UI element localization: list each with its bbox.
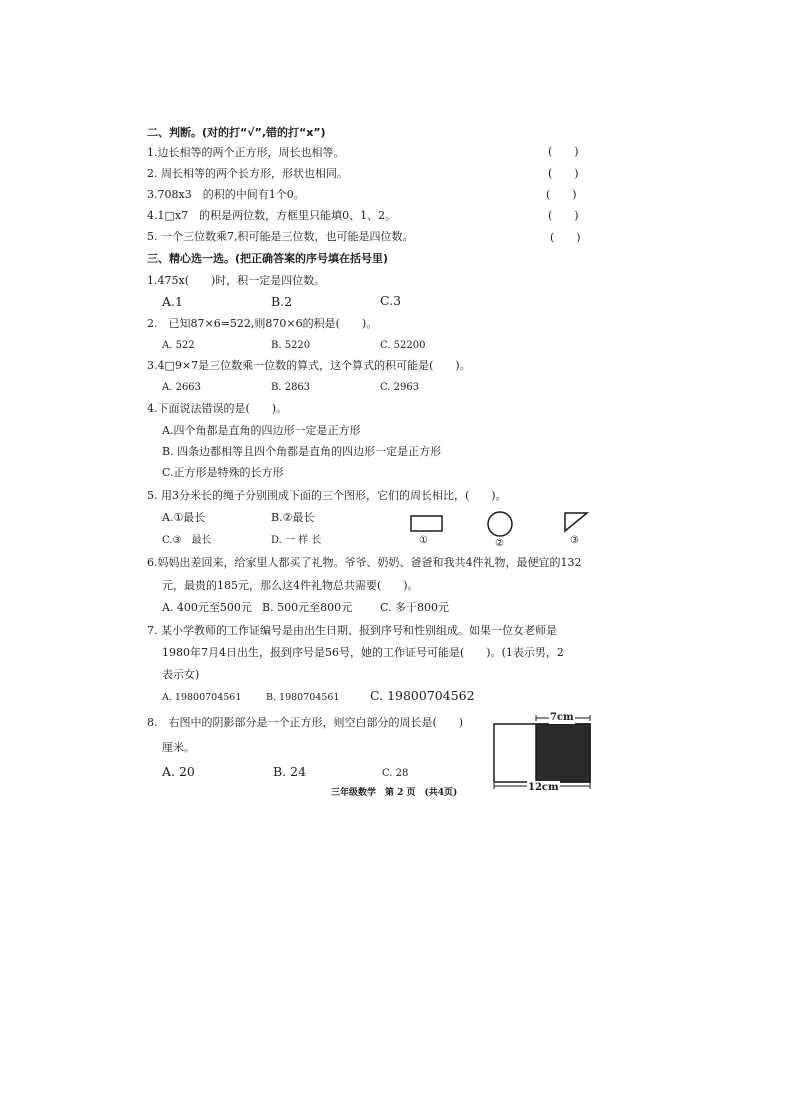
judge-item-2: 2. 周长相等的两个长方形，形状也相同。 [147, 167, 348, 180]
q8-option-a[interactable]: A. 20 [162, 764, 195, 779]
q5-option-d[interactable]: D. 一 样 长 [271, 535, 322, 546]
q6-option-c[interactable]: C. 多于800元 [380, 601, 450, 614]
q7-option-c[interactable]: C. 19800704562 [370, 688, 475, 703]
shape-label-1: ① [419, 535, 428, 546]
answer-blank-3[interactable]: ( ) [546, 188, 577, 201]
q5-option-c[interactable]: C.③ 最长 [162, 535, 212, 546]
circle-shape [486, 510, 514, 538]
section2-title: 二、判断。(对的打“√”,错的打“x”) [147, 126, 326, 139]
choice-q3-stem: 3.4□9×7是三位数乘一位数的算式，这个算式的积可能是( )。 [147, 359, 471, 372]
shaded-square [536, 724, 590, 782]
q1-option-c[interactable]: C.3 [380, 293, 402, 308]
q2-option-b[interactable]: B. 5220 [271, 340, 311, 351]
q8-bottom-label: 12cm [528, 782, 559, 793]
q4-option-c[interactable]: C.正方形是特殊的长方形 [162, 466, 284, 479]
choice-q6-stem-line2: 元，最贵的185元，那么这4件礼物总共需要( )。 [162, 579, 419, 592]
q7-option-b[interactable]: B. 1980704561 [266, 692, 340, 703]
q8-top-label: 7cm [550, 712, 574, 723]
q2-option-a[interactable]: A. 522 [162, 340, 195, 351]
q4-option-a[interactable]: A.四个角都是直角的四边形一定是正方形 [162, 424, 361, 437]
choice-q7-stem-line1: 7. 某小学教师的工作证编号是由出生日期、报到序号和性别组成。如果一位女老师是 [147, 624, 557, 637]
answer-blank-4[interactable]: ( ) [548, 209, 579, 222]
choice-q8-stem-line1: 8. 右图中的阴影部分是一个正方形，则空白部分的周长是( ) [147, 716, 464, 729]
q7-option-a[interactable]: A. 19800704561 [162, 692, 242, 703]
q8-option-b[interactable]: B. 24 [273, 764, 307, 779]
answer-blank-5[interactable]: ( ) [550, 231, 581, 244]
q4-option-b[interactable]: B. 四条边都相等且四个角都是直角的四边形一定是正方形 [162, 445, 442, 458]
choice-q5-stem: 5. 用3分米长的绳子分别围成下面的三个图形，它们的周长相比，( )。 [147, 489, 507, 502]
q1-option-a[interactable]: A.1 [162, 294, 183, 309]
q3-option-b[interactable]: B. 2863 [271, 382, 311, 393]
q1-option-b[interactable]: B.2 [271, 294, 293, 309]
q2-option-c[interactable]: C. 52200 [380, 340, 426, 351]
judge-item-3: 3.708x3 的积的中间有1个0。 [147, 188, 305, 201]
choice-q7-stem-line3: 表示女) [162, 668, 200, 681]
page-footer: 三年级数学 第 2 页 (共4页) [331, 788, 458, 798]
q5-option-b[interactable]: B.②最长 [271, 511, 315, 524]
q6-option-a[interactable]: A. 400元至500元 [162, 601, 252, 614]
q8-option-c[interactable]: C. 28 [382, 768, 409, 779]
q5-option-a[interactable]: A.①最长 [162, 511, 206, 524]
answer-blank-1[interactable]: ( ) [548, 145, 579, 158]
answer-blank-2[interactable]: ( ) [548, 167, 579, 180]
triangle-shape [562, 510, 590, 534]
judge-item-4: 4.1□x7 的积是两位数，方框里只能填0、1、2。 [147, 209, 397, 222]
choice-q6-stem-line1: 6.妈妈出差回来，给家里人都买了礼物。爷爷、奶奶、爸爸和我共4件礼物，最便宜的132 [147, 556, 582, 569]
choice-q1-stem: 1.475x( )时，积一定是四位数。 [147, 274, 326, 287]
q6-option-b[interactable]: B. 500元至800元 [262, 601, 353, 614]
q3-option-c[interactable]: C. 2963 [380, 382, 420, 393]
choice-q2-stem: 2. 已知87×6=522,则870×6的积是( )。 [147, 317, 378, 330]
judge-item-1: 1.边长相等的两个正方形，周长也相等。 [147, 146, 345, 159]
section3-title: 三、精心选一选。(把正确答案的序号填在括号里) [147, 252, 389, 265]
judge-item-5: 5. 一个三位数乘7,积可能是三位数，也可能是四位数。 [147, 230, 414, 243]
shape-label-2: ② [495, 538, 504, 549]
rectangle-shape [410, 512, 444, 534]
choice-q7-stem-line2: 1980年7月4日出生，报到序号是56号，她的工作证号可能是( )。(1表示男，2 [162, 646, 564, 659]
q3-option-a[interactable]: A. 2663 [162, 382, 202, 393]
shape-label-3: ③ [570, 535, 579, 546]
choice-q4-stem: 4.下面说法错误的是( )。 [147, 402, 288, 415]
choice-q8-stem-line2: 厘米。 [162, 741, 195, 754]
